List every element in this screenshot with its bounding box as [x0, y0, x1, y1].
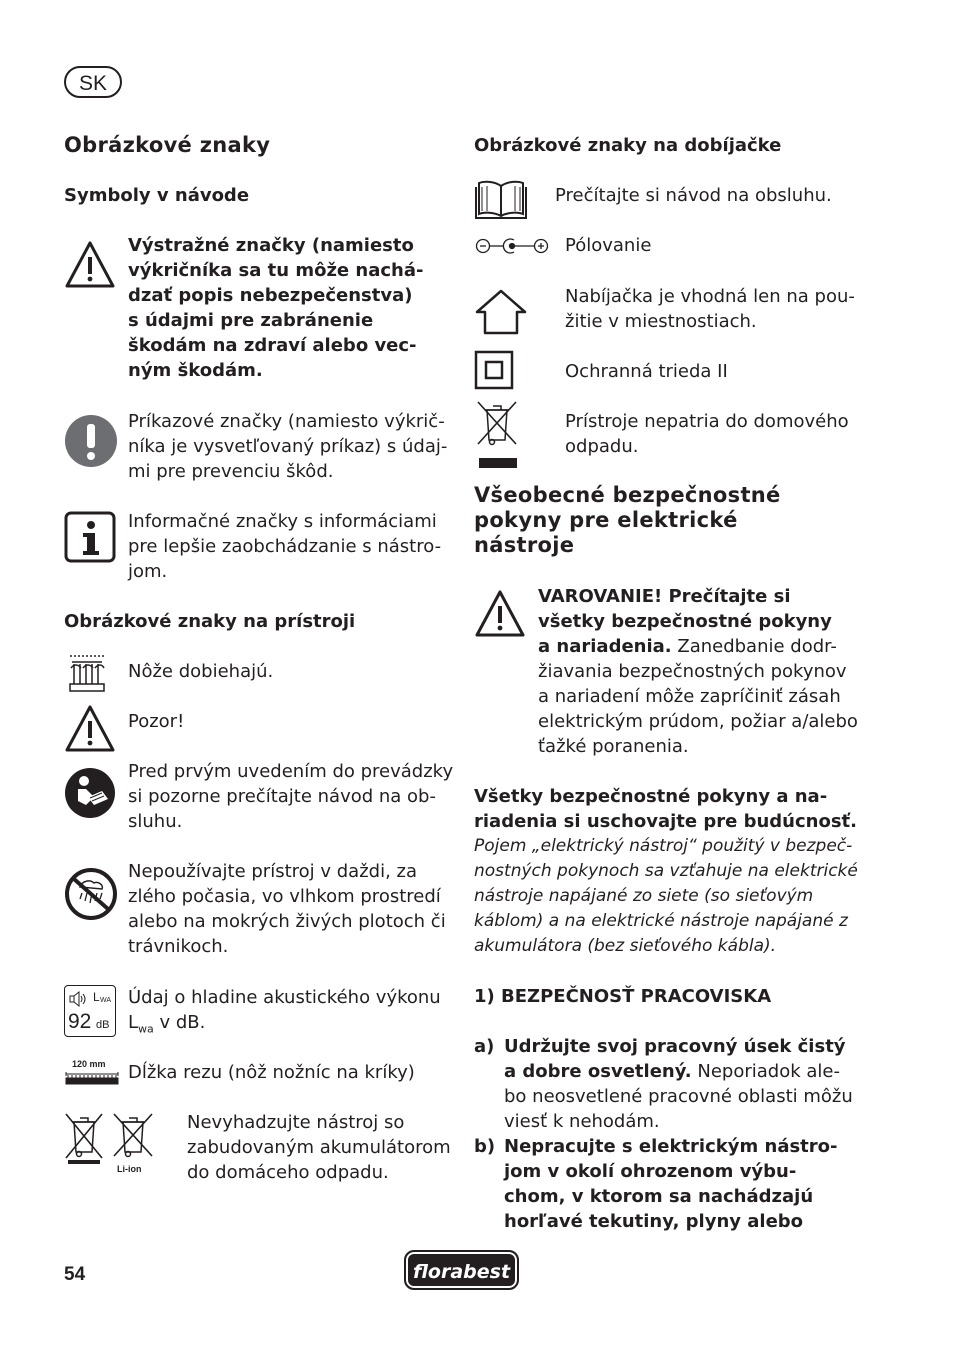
section-title: Obrázkové znaky — [64, 133, 271, 157]
safety-warning-text: VAROVANIE! Prečítajte si všetky bezpečnostné pokyny a nariadenia. Zanedbanie dodr- žiavania bezpečnostných pokynov a nariadení môže zapríčiniť zásah elektrickým prúdom, požiar a/alebo ťažké poranenia. — [538, 586, 858, 757]
info-sign-description: Informačné značky s informáciami pre lepšie zaobchádzanie s nástro- jom. — [128, 511, 442, 582]
mandatory-exclamation-icon — [64, 414, 118, 468]
language-badge: SK — [64, 66, 122, 98]
work-area-safety-heading: 1) BEZPEČNOSŤ PRACOVISKA — [474, 986, 772, 1007]
indoor-use-description: Nabíjačka je vhodná len na pou- žitie v miestnostiach. — [565, 286, 855, 332]
list-item-a: a) Udržujte svoj pracovný úsek čistý a dobre osvetlený. Neporiadok ale- bo neosvetlené pracovné oblasti môžu viesť k nehodám. — [474, 1036, 853, 1132]
battery-weee-bin-icon — [112, 1112, 154, 1158]
power-tool-definition: Pojem „elektrický nástroj“ použitý v bezpeč- nostných pokynoch sa vzťahuje na elektrické nástroje napájané zo siete (so sieťovým káblom) a na elektrické nástroje napájané z akumulátora (bez sieťového kábla). — [474, 836, 858, 956]
keep-instructions-heading: Všetky bezpečnostné pokyny a na- riadenia si uschovajte pre budúcnosť. — [474, 786, 857, 832]
read-manual-description: Pred prvým uvedením do prevádzky si pozorne prečítajte návod na ob- sluhu. — [128, 761, 454, 832]
mandatory-sign-description: Príkazové značky (namiesto výkrič- níka je vysvetľovaný príkaz) s údaj- mi pre prevenciu škôd. — [128, 411, 448, 482]
list-item-b: b) Nepracujte s elektrickým nástro- jom v okolí ohrozenom výbu- chom, v ktorom sa nachádzajú horľavé tekutiny, plyny alebo — [474, 1136, 838, 1232]
no-rain-description: Nepoužívajte prístroj v daždi, za zlého počasia, vo vlhkom prostredí alebo na mokrých živých plotoch či trávnikoch. — [128, 861, 446, 957]
sound-icon-l-label: L — [93, 990, 100, 1004]
weee-description: Prístroje nepatria do domového odpadu. — [565, 411, 849, 457]
manual-symbols-heading: Symboly v návode — [64, 185, 250, 206]
battery-disposal-description: Nevyhadzujte nástroj so zabudovaným akumulátorom do domáceho odpadu. — [187, 1112, 451, 1183]
sound-icon-value: 92 — [68, 1010, 92, 1033]
weee-icon — [476, 400, 518, 472]
device-symbols-heading: Obrázkové znaky na prístroji — [64, 611, 356, 632]
indoor-use-icon — [474, 288, 528, 336]
sound-icon-wa-label: WA — [100, 997, 112, 1004]
blades-description: Nôže dobiehajú. — [128, 661, 274, 682]
li-ion-label: Li-ion — [117, 1164, 142, 1174]
weee-bin-icon — [64, 1112, 104, 1164]
general-safety-heading: Všeobecné bezpečnostné pokyny pre elektrické nástroje — [474, 483, 781, 557]
protection-class-ii-icon — [474, 350, 514, 390]
warning-sign-description: Výstražné značky (namiesto výkričníka sa tu môže nachá- dzať popis nebezpečenstva) s údajmi pre zabránenie škodám na zdraví alebo vec- ným škodám. — [128, 235, 424, 381]
page-number: 54 — [64, 1264, 86, 1285]
charger-manual-description: Prečítajte si návod na obsluhu. — [555, 185, 832, 206]
polarity-description: Pólovanie — [565, 235, 652, 256]
brand-logo: florabest — [404, 1250, 519, 1290]
safety-warning-triangle-icon — [474, 589, 526, 639]
no-rain-icon — [64, 867, 118, 921]
cut-length-icon — [64, 1059, 120, 1087]
info-icon — [64, 511, 116, 563]
caution-triangle-icon — [64, 704, 116, 754]
sound-power-description: Údaj o hladine akustického výkonu $L_{wa}$ v dB. — [128, 987, 441, 1036]
blades-coasting-icon — [66, 650, 108, 694]
sound-power-level-icon — [64, 985, 116, 1037]
charger-symbols-heading: Obrázkové znaky na dobíjačke — [474, 135, 782, 156]
read-manual-icon — [64, 767, 116, 819]
sound-icon-unit: dB — [96, 1019, 110, 1031]
protection-class-description: Ochranná trieda II — [565, 361, 728, 382]
cut-length-icon-label: 120 mm — [72, 1059, 106, 1069]
caution-description: Pozor! — [128, 711, 185, 732]
warning-triangle-icon — [64, 240, 116, 290]
cut-length-description: Dĺžka rezu (nôž nožníc na kríky) — [128, 1062, 415, 1083]
polarity-icon — [474, 236, 552, 256]
open-book-icon — [474, 178, 528, 220]
